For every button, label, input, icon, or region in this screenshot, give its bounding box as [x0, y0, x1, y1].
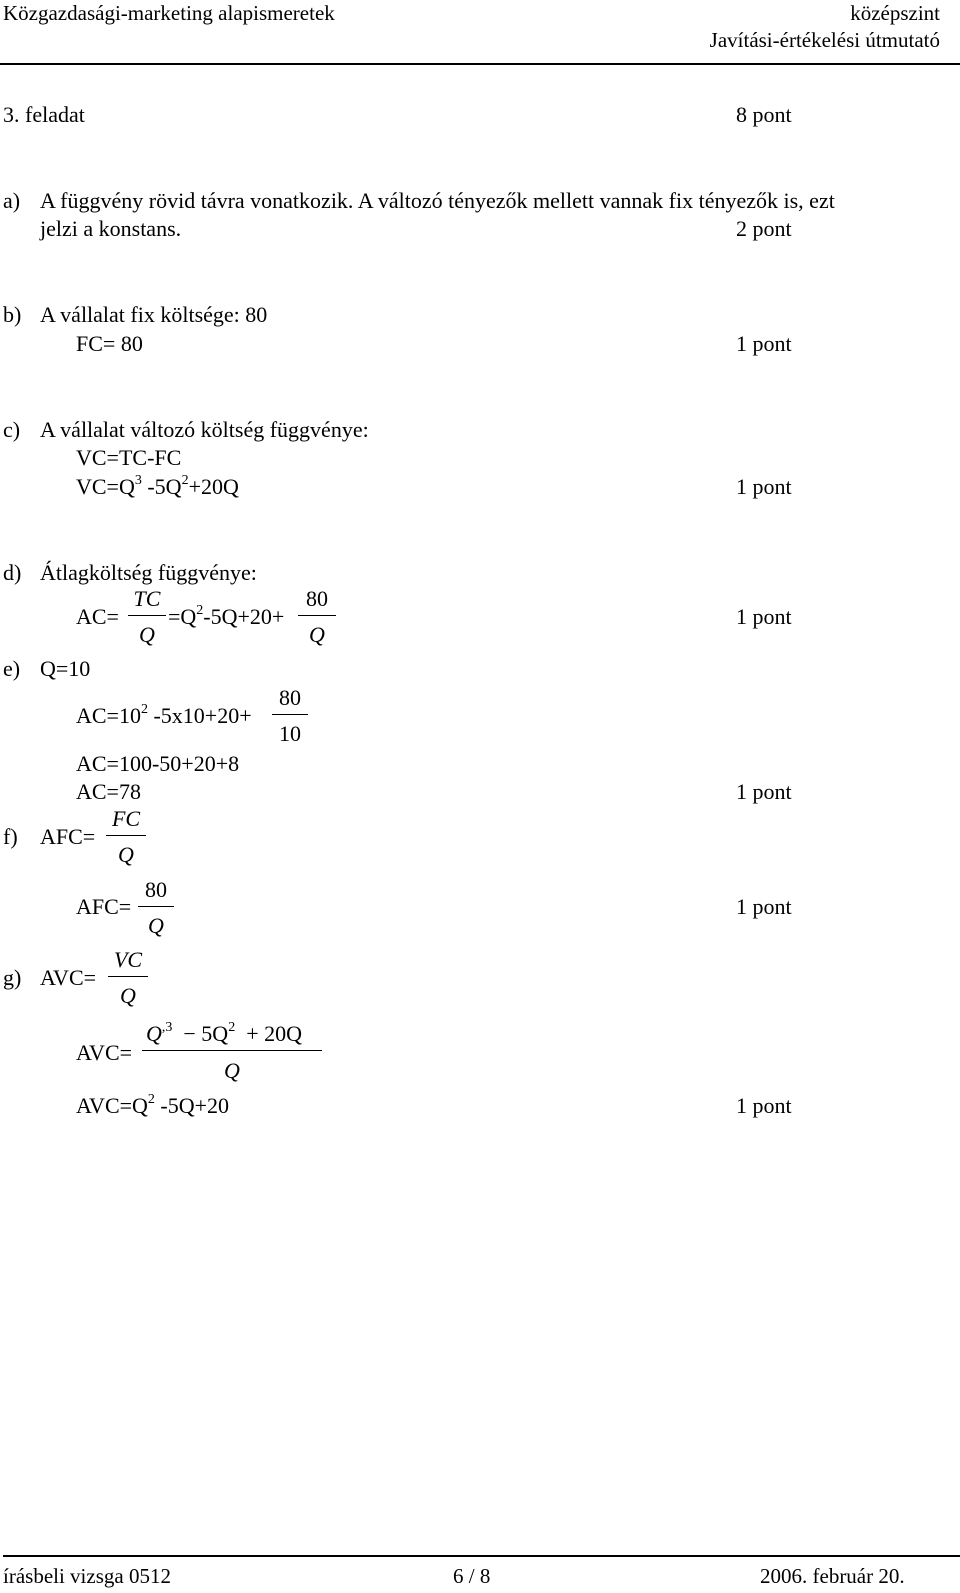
fraction-bar [106, 835, 146, 836]
item-a-line2: jelzi a konstans. [40, 216, 182, 241]
item-e-points: 1 pont [736, 779, 792, 804]
avc-label-2: AVC= [76, 1040, 133, 1065]
ac-formula-mid [168, 603, 285, 629]
item-c-line2: VC=TC-FC [76, 445, 182, 470]
footer-exam: írásbeli vizsga 0512 [3, 1564, 171, 1588]
item-b-line1: A vállalat fix költsége: 80 [40, 302, 268, 327]
item-c-line3 [76, 473, 239, 499]
item-a-line1: A függvény rövid távra vonatkozik. A változó tényezők mellett vannak fix tényezők is, ezt [40, 188, 835, 213]
vc-exp1: 3 [134, 473, 142, 488]
footer-page: 6 / 8 [453, 1564, 491, 1588]
item-d-letter: d) [3, 560, 22, 585]
vc-formula-a: VC=Q [76, 474, 135, 499]
fraction-numerator [146, 1020, 326, 1046]
fraction-bar [272, 714, 308, 715]
item-a-letter: a) [3, 188, 21, 213]
e-formula-a: AC=10 [76, 703, 141, 728]
item-a-points: 2 pont [736, 216, 792, 241]
ac-mid-a: =Q [168, 604, 197, 629]
item-c-points: 1 pont [736, 474, 792, 499]
task-title: 3. feladat [3, 102, 85, 127]
item-c-letter: c) [3, 417, 21, 442]
item-f-letter: f) [3, 824, 18, 849]
fraction-80-10 [272, 687, 308, 747]
item-f-points: 1 pont [736, 894, 792, 919]
fraction-bar [298, 615, 336, 616]
fraction-numerator: FC [111, 806, 141, 831]
fraction-bar [108, 976, 148, 977]
item-e-line1: Q=10 [40, 656, 91, 681]
avc-result-exp: 2 [147, 1092, 155, 1107]
fraction-80-q [298, 588, 336, 648]
fraction-numerator: 80 [306, 586, 328, 611]
fraction-fc-q [106, 808, 146, 868]
item-c-line1: A vállalat változó költség függvénye: [40, 417, 369, 442]
avc-result-b: -5Q+20 [160, 1093, 230, 1118]
item-g-points: 1 pont [736, 1093, 792, 1118]
avc-num-end: + 20Q [246, 1021, 302, 1046]
avc-result-a: AVC=Q [76, 1093, 148, 1118]
footer-date: 2006. február 20. [760, 1564, 905, 1588]
fraction-vc-q [108, 949, 148, 1009]
fraction-80-q-afc [138, 879, 174, 939]
item-b-letter: b) [3, 302, 22, 327]
avc-result [76, 1092, 230, 1118]
header-guide: Javítási-értékelési útmutató [709, 28, 940, 52]
vc-formula-c: +20Q [188, 474, 239, 499]
avc-num-mid: − 5Q [183, 1021, 229, 1046]
fraction-bar [138, 906, 174, 907]
fraction-bar [128, 615, 166, 616]
header-rule [0, 63, 960, 65]
footer-rule [3, 1555, 960, 1557]
fraction-denominator: Q [139, 622, 155, 647]
fraction-avc-expanded [142, 1020, 322, 1087]
fraction-denominator: 10 [279, 721, 301, 746]
fraction-numerator: 80 [279, 685, 301, 710]
fraction-denominator: Q [309, 622, 325, 647]
item-e-letter: e) [3, 656, 21, 681]
e-exp: 2 [140, 702, 148, 717]
afc-label: AFC= [40, 824, 96, 849]
item-e-line3: AC=100-50+20+8 [76, 751, 240, 776]
fraction-numerator: TC [133, 586, 161, 611]
header-level: középszint [850, 1, 940, 25]
item-e-line2 [76, 702, 252, 728]
avc-label: AVC= [40, 965, 97, 990]
afc-label-2: AFC= [76, 894, 132, 919]
avc-num-exp2: 2 [228, 1020, 236, 1035]
fraction-denominator: Q [118, 842, 134, 867]
item-b-points: 1 pont [736, 331, 792, 356]
item-d-line1: Átlagköltség függvénye: [40, 560, 257, 585]
vc-formula-b: -5Q [147, 474, 182, 499]
avc-num-exp1: ,3 [161, 1020, 173, 1035]
fraction-denominator: Q [148, 913, 164, 938]
fraction-numerator: VC [113, 947, 143, 972]
fraction-denominator: Q [224, 1058, 240, 1083]
fraction-bar [142, 1050, 322, 1051]
e-formula-b: -5x10+20+ [153, 703, 252, 728]
fraction-denominator: Q [120, 983, 136, 1008]
item-e-line4: AC=78 [76, 779, 141, 804]
fraction-numerator: 80 [145, 877, 167, 902]
ac-label: AC= [76, 604, 119, 629]
item-g-letter: g) [3, 965, 22, 990]
task-points: 8 pont [736, 102, 792, 127]
vc-exp2: 2 [181, 473, 189, 488]
header-subject: Közgazdasági-marketing alapismeretek [3, 1, 335, 25]
ac-mid-exp: 2 [196, 603, 204, 618]
avc-num-q: Q [146, 1021, 162, 1046]
item-b-line2: FC= 80 [76, 331, 143, 356]
item-d-points: 1 pont [736, 604, 792, 629]
ac-mid-b: -5Q+20+ [203, 604, 285, 629]
fraction-tc-q [128, 588, 166, 648]
